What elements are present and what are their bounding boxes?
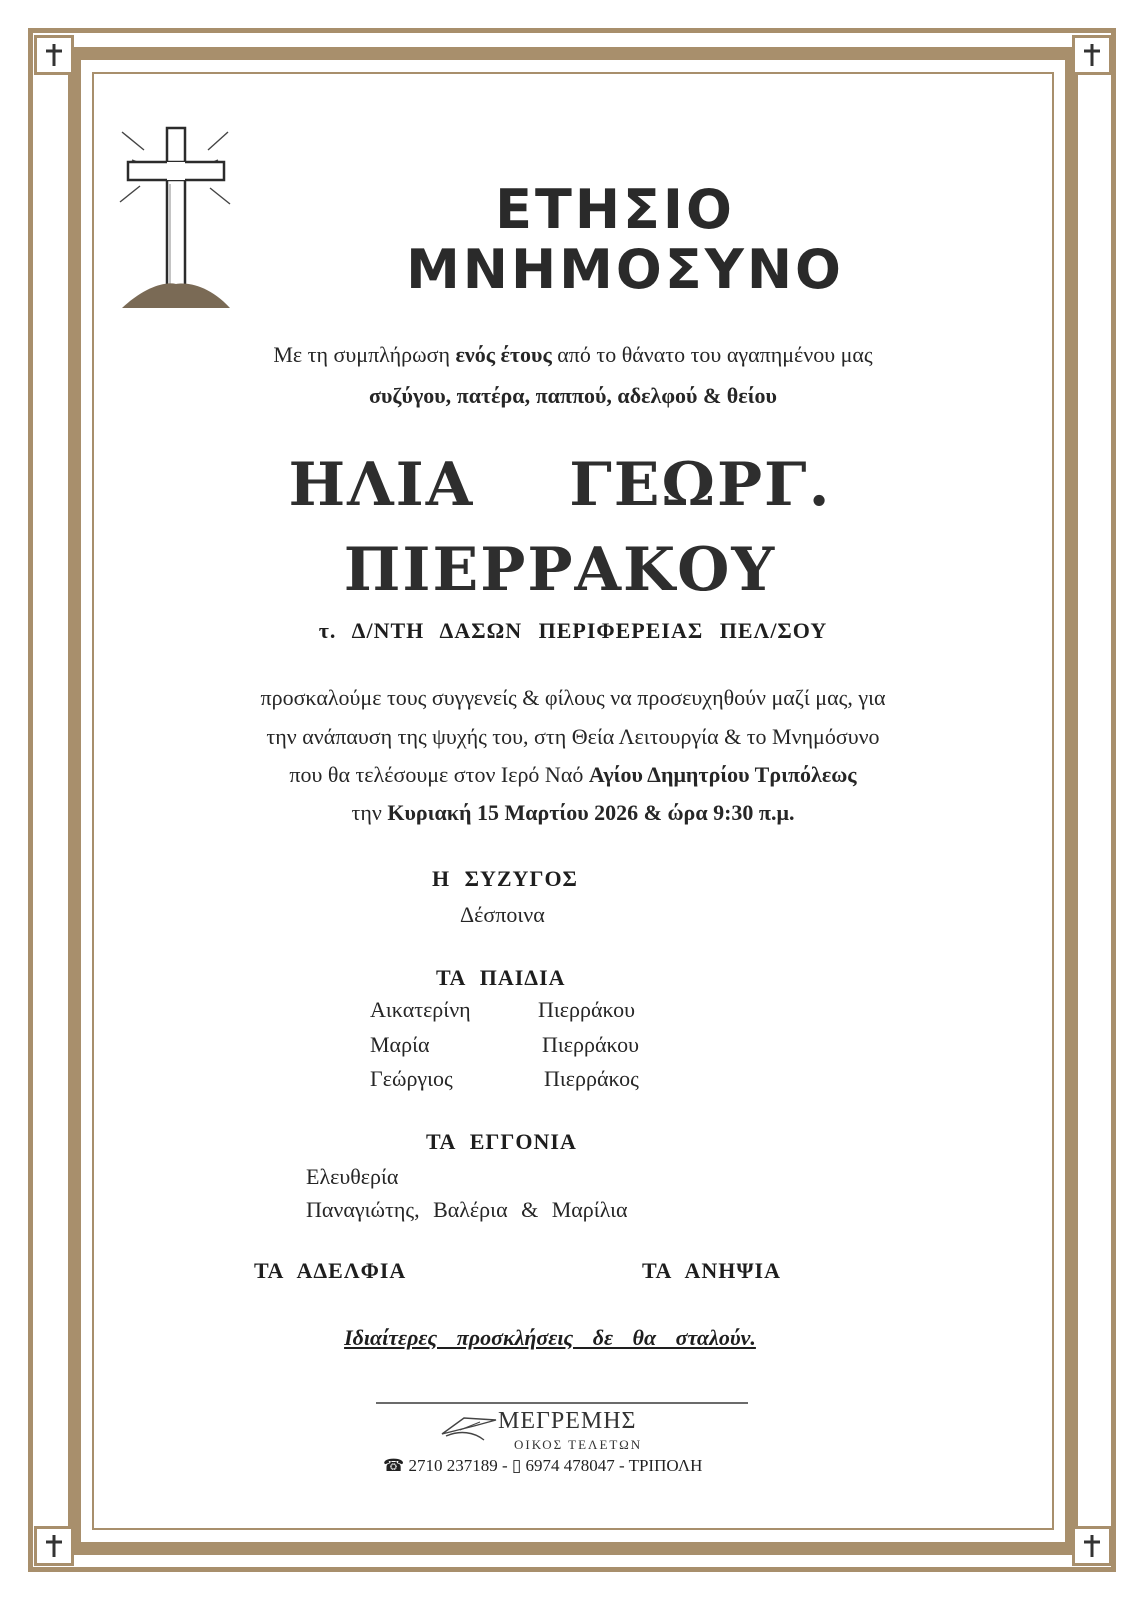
corner-cross-icon [34, 35, 74, 75]
deceased-surname: ΠΙΕΡΡΑΚΟΥ [343, 535, 777, 605]
deceased-father-name: ΓΕΩΡΓ. [569, 450, 832, 520]
footer-divider [376, 1402, 748, 1404]
title-line-2: ΜΝΗΜΟΣΥΝΟ [406, 238, 844, 301]
deceased-name-line [0, 450, 1120, 520]
spouse-label: Η ΣΥΖΥΓΟΣ [432, 866, 578, 891]
invitation-line-3 [0, 755, 1146, 795]
phone-icon: ☎ [383, 1456, 405, 1476]
child-first-name: Αικατερίνη [370, 997, 471, 1022]
invitation-line-2: την ανάπαυση της ψυχής του, στη Θεία Λειτουργία & το Μνημόσυνο [266, 724, 880, 749]
phone-number: 2710 237189 - [408, 1456, 508, 1476]
deceased-role: τ. Δ/ΝΤΗ ΔΑΣΩΝ ΠΕΡΙΦΕΡΕΙΑΣ ΠΕΛ/ΣΟΥ [318, 618, 828, 643]
corner-cross-icon [34, 1526, 74, 1566]
footer-brand: ΜΕΓΡΕΜΗΣ [498, 1408, 637, 1434]
grandchildren-line-1: Ελευθερία [306, 1164, 399, 1189]
mobile-icon: ▯ [511, 1456, 522, 1476]
corner-cross-icon [1072, 35, 1112, 75]
title-line-1: ΕΤΗΣΙΟ [495, 178, 735, 241]
service-time: ώρα 9:30 π.μ. [667, 800, 795, 825]
intro-line-1 [0, 335, 1146, 375]
spouse-name: Δέσποινα [460, 902, 545, 927]
nephews-label: ΤΑ ΑΝΗΨΙΑ [642, 1258, 781, 1283]
child-last-name: Πιερράκου [542, 1032, 640, 1057]
child-last-name: Πιερράκου [538, 997, 636, 1022]
intro-text: Με τη συμπλήρωση [273, 342, 450, 367]
invitation-text: που θα τελέσουμε στον Ιερό Ναό [289, 762, 584, 787]
grandchildren-line-2: Παναγιώτης, Βαλέρια & Μαρίλια [306, 1197, 628, 1222]
footer-contact [383, 1455, 702, 1476]
invitation-text: την [351, 800, 382, 825]
child-first-name: Μαρία [370, 1032, 430, 1057]
footer-subtitle: ΟΙΚΟΣ ΤΕΛΕΤΩΝ [514, 1437, 643, 1452]
deceased-first-name: ΗΛΙΑ [288, 450, 475, 520]
closing-note: Ιδιαίτερες προσκλήσεις δε θα σταλούν. [344, 1325, 756, 1350]
invitation-line-4 [0, 793, 1146, 833]
intro-bold-text: ενός έτους [455, 342, 552, 367]
corner-cross-icon [1072, 1526, 1112, 1566]
service-date: Κυριακή 15 Μαρτίου 2026 [387, 800, 639, 825]
intro-text: από το θάνατο του αγαπημένου μας [557, 342, 873, 367]
siblings-label: ΤΑ ΑΔΕΛΦΙΑ [254, 1258, 407, 1283]
children-label: ΤΑ ΠΑΙΔΙΑ [436, 965, 566, 990]
ampersand: & [643, 800, 662, 825]
intro-line-2: συζύγου, πατέρα, παππού, αδελφού & θείου [369, 383, 777, 408]
grandchildren-label: ΤΑ ΕΓΓΟΝΙΑ [426, 1129, 577, 1154]
child-last-name: Πιερράκος [544, 1066, 639, 1091]
child-first-name: Γεώργιος [370, 1066, 453, 1091]
mobile-number: 6974 478047 - ΤΡΙΠΟΛΗ [525, 1456, 703, 1476]
invitation-line-1: προσκαλούμε τους συγγενείς & φίλους να προσευχηθούν μαζί μας, για [260, 685, 886, 710]
church-name: Αγίου Δημητρίου Τριπόλεως [588, 762, 857, 787]
